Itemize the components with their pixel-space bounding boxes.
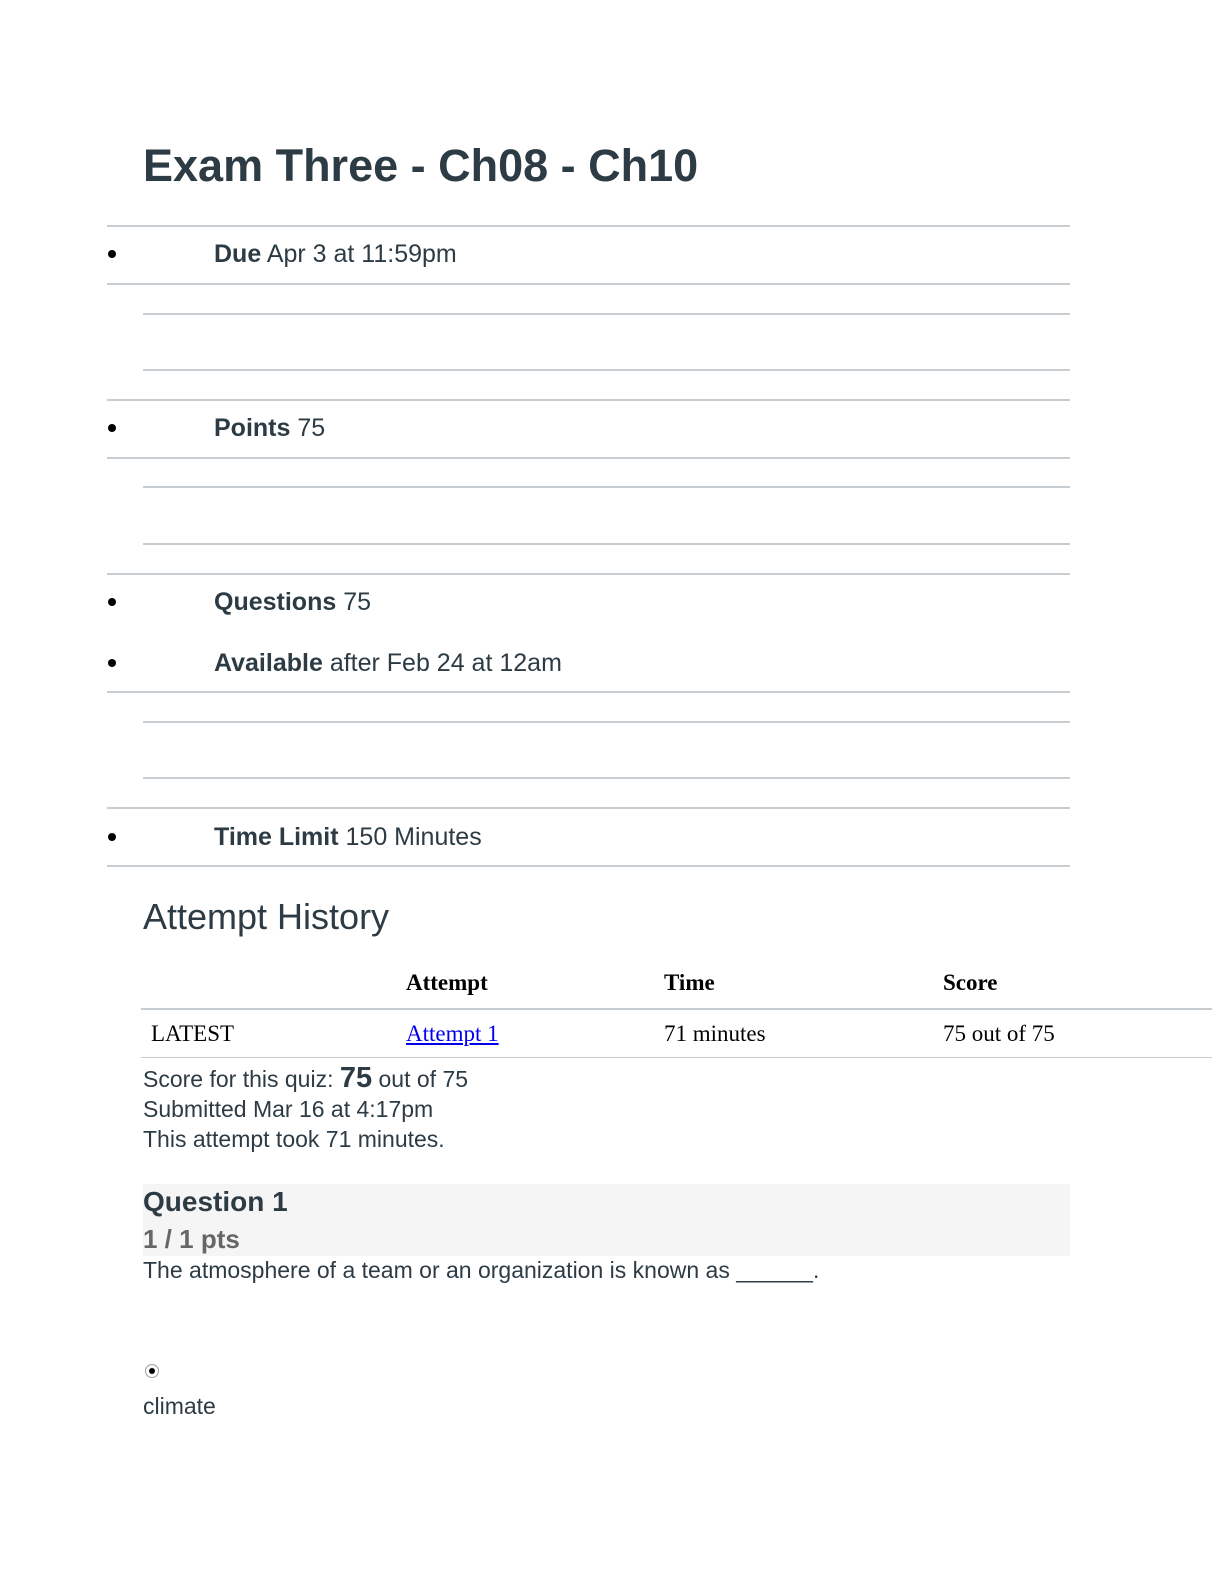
bullet-icon bbox=[108, 659, 116, 667]
detail-due-value: Apr 3 at 11:59pm bbox=[266, 240, 457, 268]
detail-available bbox=[214, 649, 562, 678]
divider bbox=[107, 865, 1070, 867]
detail-questions-value: 75 bbox=[343, 588, 372, 616]
quiz-score-line bbox=[143, 1062, 468, 1095]
divider bbox=[143, 721, 1070, 723]
question-title: Question 1 bbox=[143, 1186, 288, 1217]
detail-time-limit-label: Time Limit bbox=[214, 823, 339, 851]
latest-tag: LATEST bbox=[151, 1021, 235, 1046]
bullet-icon bbox=[108, 598, 116, 606]
score-value: 75 bbox=[339, 1062, 373, 1094]
column-header-time: Time bbox=[664, 970, 715, 995]
answer-radio[interactable] bbox=[145, 1364, 159, 1378]
detail-due bbox=[214, 240, 457, 269]
attempt-1-link[interactable]: Attempt 1 bbox=[406, 1021, 499, 1046]
divider bbox=[107, 691, 1070, 693]
radio-selected-icon bbox=[149, 1368, 155, 1374]
score-suffix: out of 75 bbox=[378, 1066, 469, 1092]
attempt-time-cell: 71 minutes bbox=[664, 1021, 766, 1046]
detail-available-label: Available bbox=[214, 649, 323, 677]
bullet-icon bbox=[108, 250, 116, 258]
bullet-icon bbox=[108, 424, 116, 432]
submitted-line: Submitted Mar 16 at 4:17pm bbox=[143, 1096, 434, 1122]
detail-time-limit bbox=[214, 823, 482, 852]
column-header-attempt: Attempt bbox=[406, 970, 488, 995]
column-header-score: Score bbox=[943, 970, 998, 995]
detail-points-label: Points bbox=[214, 414, 291, 442]
divider bbox=[143, 486, 1070, 488]
attempt-history-heading: Attempt History bbox=[143, 896, 390, 937]
table-row-divider bbox=[141, 1057, 1212, 1058]
detail-questions bbox=[214, 588, 371, 617]
divider bbox=[107, 807, 1070, 809]
detail-points-value: 75 bbox=[297, 414, 326, 442]
divider bbox=[107, 399, 1070, 401]
attempt-score-cell: 75 out of 75 bbox=[943, 1021, 1055, 1046]
question-points: 1 / 1 pts bbox=[143, 1224, 240, 1254]
duration-line: This attempt took 71 minutes. bbox=[143, 1126, 445, 1152]
answer-label: climate bbox=[143, 1393, 216, 1419]
attempt-link-cell bbox=[406, 1021, 499, 1047]
table-header-divider bbox=[141, 1008, 1212, 1010]
detail-questions-label: Questions bbox=[214, 588, 337, 616]
detail-points bbox=[214, 414, 325, 443]
bullet-icon bbox=[108, 833, 116, 841]
divider bbox=[107, 225, 1070, 227]
question-text: The atmosphere of a team or an organization is known as ______. bbox=[143, 1257, 820, 1283]
detail-time-limit-value: 150 Minutes bbox=[345, 823, 482, 851]
divider bbox=[107, 457, 1070, 459]
detail-available-value: after Feb 24 at 12am bbox=[329, 649, 562, 677]
divider bbox=[143, 543, 1070, 545]
score-prefix: Score for this quiz: bbox=[143, 1066, 334, 1092]
page-title: Exam Three - Ch08 - Ch10 bbox=[143, 140, 699, 191]
divider bbox=[143, 369, 1070, 371]
divider bbox=[107, 283, 1070, 285]
divider bbox=[107, 573, 1070, 575]
divider bbox=[143, 313, 1070, 315]
detail-due-label: Due bbox=[214, 240, 262, 268]
divider bbox=[143, 777, 1070, 779]
